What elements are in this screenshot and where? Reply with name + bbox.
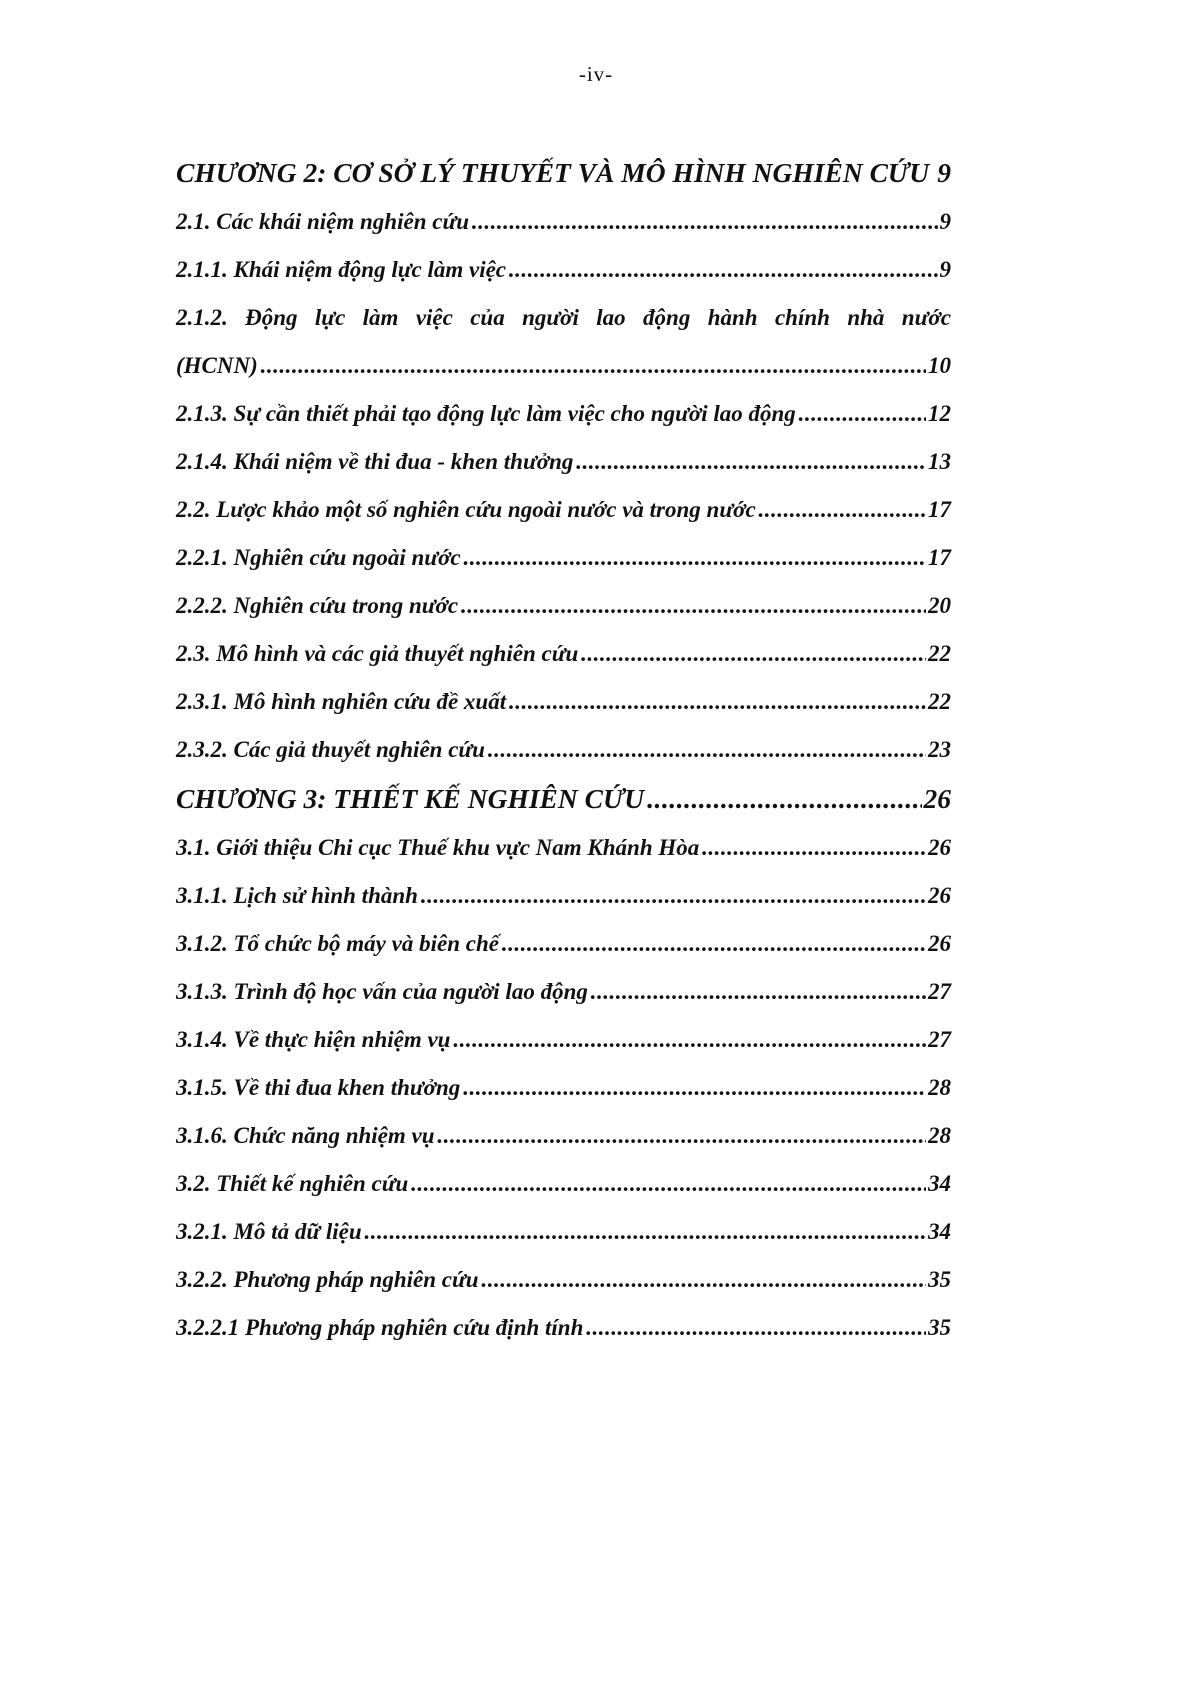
toc-entry[interactable] [176, 872, 951, 920]
dot-leader [437, 1112, 926, 1160]
toc-entry[interactable] [176, 630, 951, 678]
toc-entry-title: 2.2.2. Nghiên cứu trong nước [176, 593, 459, 618]
toc-entry-title: 2.1. Các khái niệm nghiên cứu [176, 209, 470, 234]
toc-entry-page: 12 [928, 401, 951, 426]
toc-entry-page: 34 [928, 1171, 951, 1196]
toc-entry[interactable] [176, 968, 951, 1016]
dot-leader [580, 630, 926, 678]
toc-entry[interactable] [176, 920, 951, 968]
toc-entry-title: 3.1.5. Về thi đua khen thưởng [176, 1075, 461, 1100]
toc-entry[interactable] [176, 726, 951, 774]
toc-entry-title: 2.3.2. Các giả thuyết nghiên cứu [176, 737, 485, 762]
toc-entry-title: 3.1.4. Về thực hiện nhiệm vụ [176, 1027, 451, 1052]
dot-leader [798, 390, 926, 438]
dot-leader [260, 342, 926, 390]
toc-entry-page: 26 [923, 783, 951, 814]
dot-leader [420, 872, 926, 920]
toc-entry-page: 35 [928, 1315, 951, 1340]
toc-entry[interactable] [176, 438, 951, 486]
toc-entry-page: 22 [928, 641, 951, 666]
dot-leader [481, 1256, 926, 1304]
toc-entry[interactable] [176, 1208, 951, 1256]
dot-leader [646, 774, 921, 824]
toc-entry-page: 34 [928, 1219, 951, 1244]
toc-entry[interactable] [176, 1112, 951, 1160]
toc-entry[interactable] [176, 824, 951, 872]
toc-entry[interactable] [176, 390, 951, 438]
toc-entry-title: 2.1.1. Khái niệm động lực làm việc [176, 257, 507, 282]
toc-entry-title: 3.1.2. Tổ chức bộ máy và biên chế [176, 931, 499, 956]
toc-chapter-entry[interactable] [176, 148, 951, 198]
toc-entry[interactable] [176, 486, 951, 534]
toc-entry-title: 3.2.2.1 Phương pháp nghiên cứu định tính [176, 1315, 584, 1340]
toc-entry-page: 9 [939, 257, 951, 282]
toc-entry-page: 28 [928, 1075, 951, 1100]
dot-leader [471, 198, 937, 246]
toc-entry-title: 2.1.3. Sự cần thiết phải tạo động lực làm việc cho người lao động [176, 401, 796, 426]
dot-leader [463, 534, 926, 582]
toc-entry[interactable] [176, 198, 951, 246]
dot-leader [487, 726, 926, 774]
toc-entry-page: 26 [928, 931, 951, 956]
toc-entry-page: 13 [928, 449, 951, 474]
toc-entry-page: 9 [939, 209, 951, 234]
dot-leader [410, 1160, 926, 1208]
toc-entry-title: 3.2. Thiết kế nghiên cứu [176, 1171, 409, 1196]
toc-entry-page: 28 [928, 1123, 951, 1148]
toc-entry-page: 17 [928, 545, 951, 570]
toc-entry-page: 10 [928, 353, 951, 378]
toc-entry-title: 3.1.6. Chức năng nhiệm vụ [176, 1123, 435, 1148]
toc-entry[interactable] [176, 294, 951, 390]
toc-entry-title: 2.3. Mô hình và các giả thuyết nghiên cứu [176, 641, 579, 666]
dot-leader [701, 824, 926, 872]
toc-entry-page: 26 [928, 835, 951, 860]
toc-chapter-entry[interactable] [176, 774, 951, 824]
dot-leader [508, 246, 937, 294]
toc-entry-page: 35 [928, 1267, 951, 1292]
page-number: -iv- [578, 62, 614, 86]
toc-entry[interactable] [176, 1064, 951, 1112]
toc-entry-title: 2.3.1. Mô hình nghiên cứu đề xuất [176, 689, 507, 714]
toc-entry-title: CHƯƠNG 2: CƠ SỞ LÝ THUYẾT VÀ MÔ HÌNH NGHIÊN CỨU [176, 157, 930, 188]
toc-entry-page: 23 [928, 737, 951, 762]
dot-leader [460, 582, 926, 630]
toc-entry-title: CHƯƠNG 3: THIẾT KẾ NGHIÊN CỨU [176, 783, 645, 814]
toc-entry-page: 20 [928, 593, 951, 618]
dot-leader [585, 1304, 926, 1352]
toc-entry-page: 17 [928, 497, 951, 522]
toc-entry[interactable] [176, 678, 951, 726]
toc-entry[interactable] [176, 534, 951, 582]
toc-entry-page: 27 [928, 1027, 951, 1052]
toc-entry-title: 2.1.4. Khái niệm về thi đua - khen thưởng [176, 449, 574, 474]
toc-entry-title: 3.2.2. Phương pháp nghiên cứu [176, 1267, 479, 1292]
toc-entry[interactable] [176, 1304, 951, 1352]
toc-entry-title: 2.2. Lược khảo một số nghiên cứu ngoài nước và trong nước [176, 497, 756, 522]
toc-entry-title: 2.2.1. Nghiên cứu ngoài nước [176, 545, 461, 570]
toc-entry[interactable] [176, 582, 951, 630]
toc-entry[interactable] [176, 1160, 951, 1208]
dot-leader [452, 1016, 926, 1064]
toc-entry-title: 3.1. Giới thiệu Chi cục Thuế khu vực Nam Khánh Hòa [176, 835, 700, 860]
toc-entry-title-line2: (HCNN) [176, 353, 258, 378]
toc-entry-title: 3.1.1. Lịch sử hình thành [176, 883, 418, 908]
dot-leader [590, 968, 926, 1016]
dot-leader [462, 1064, 926, 1112]
toc-entry-title-line1: 2.1.2. Động lực làm việc của người lao động hành chính nhà nước [176, 305, 951, 330]
toc-entry-title: 3.1.3. Trình độ học vấn của người lao động [176, 979, 588, 1004]
toc-entry-title: 3.2.1. Mô tả dữ liệu [176, 1219, 362, 1244]
toc-entry-page: 22 [928, 689, 951, 714]
dot-leader [501, 920, 926, 968]
toc-entry-page: 26 [928, 883, 951, 908]
dot-leader [758, 486, 926, 534]
table-of-contents [176, 148, 951, 1352]
toc-entry-page: 9 [937, 157, 951, 188]
toc-entry[interactable] [176, 246, 951, 294]
toc-entry-page: 27 [928, 979, 951, 1004]
toc-entry[interactable] [176, 1256, 951, 1304]
dot-leader [364, 1208, 926, 1256]
toc-entry[interactable] [176, 1016, 951, 1064]
dot-leader [575, 438, 926, 486]
dot-leader [508, 678, 926, 726]
